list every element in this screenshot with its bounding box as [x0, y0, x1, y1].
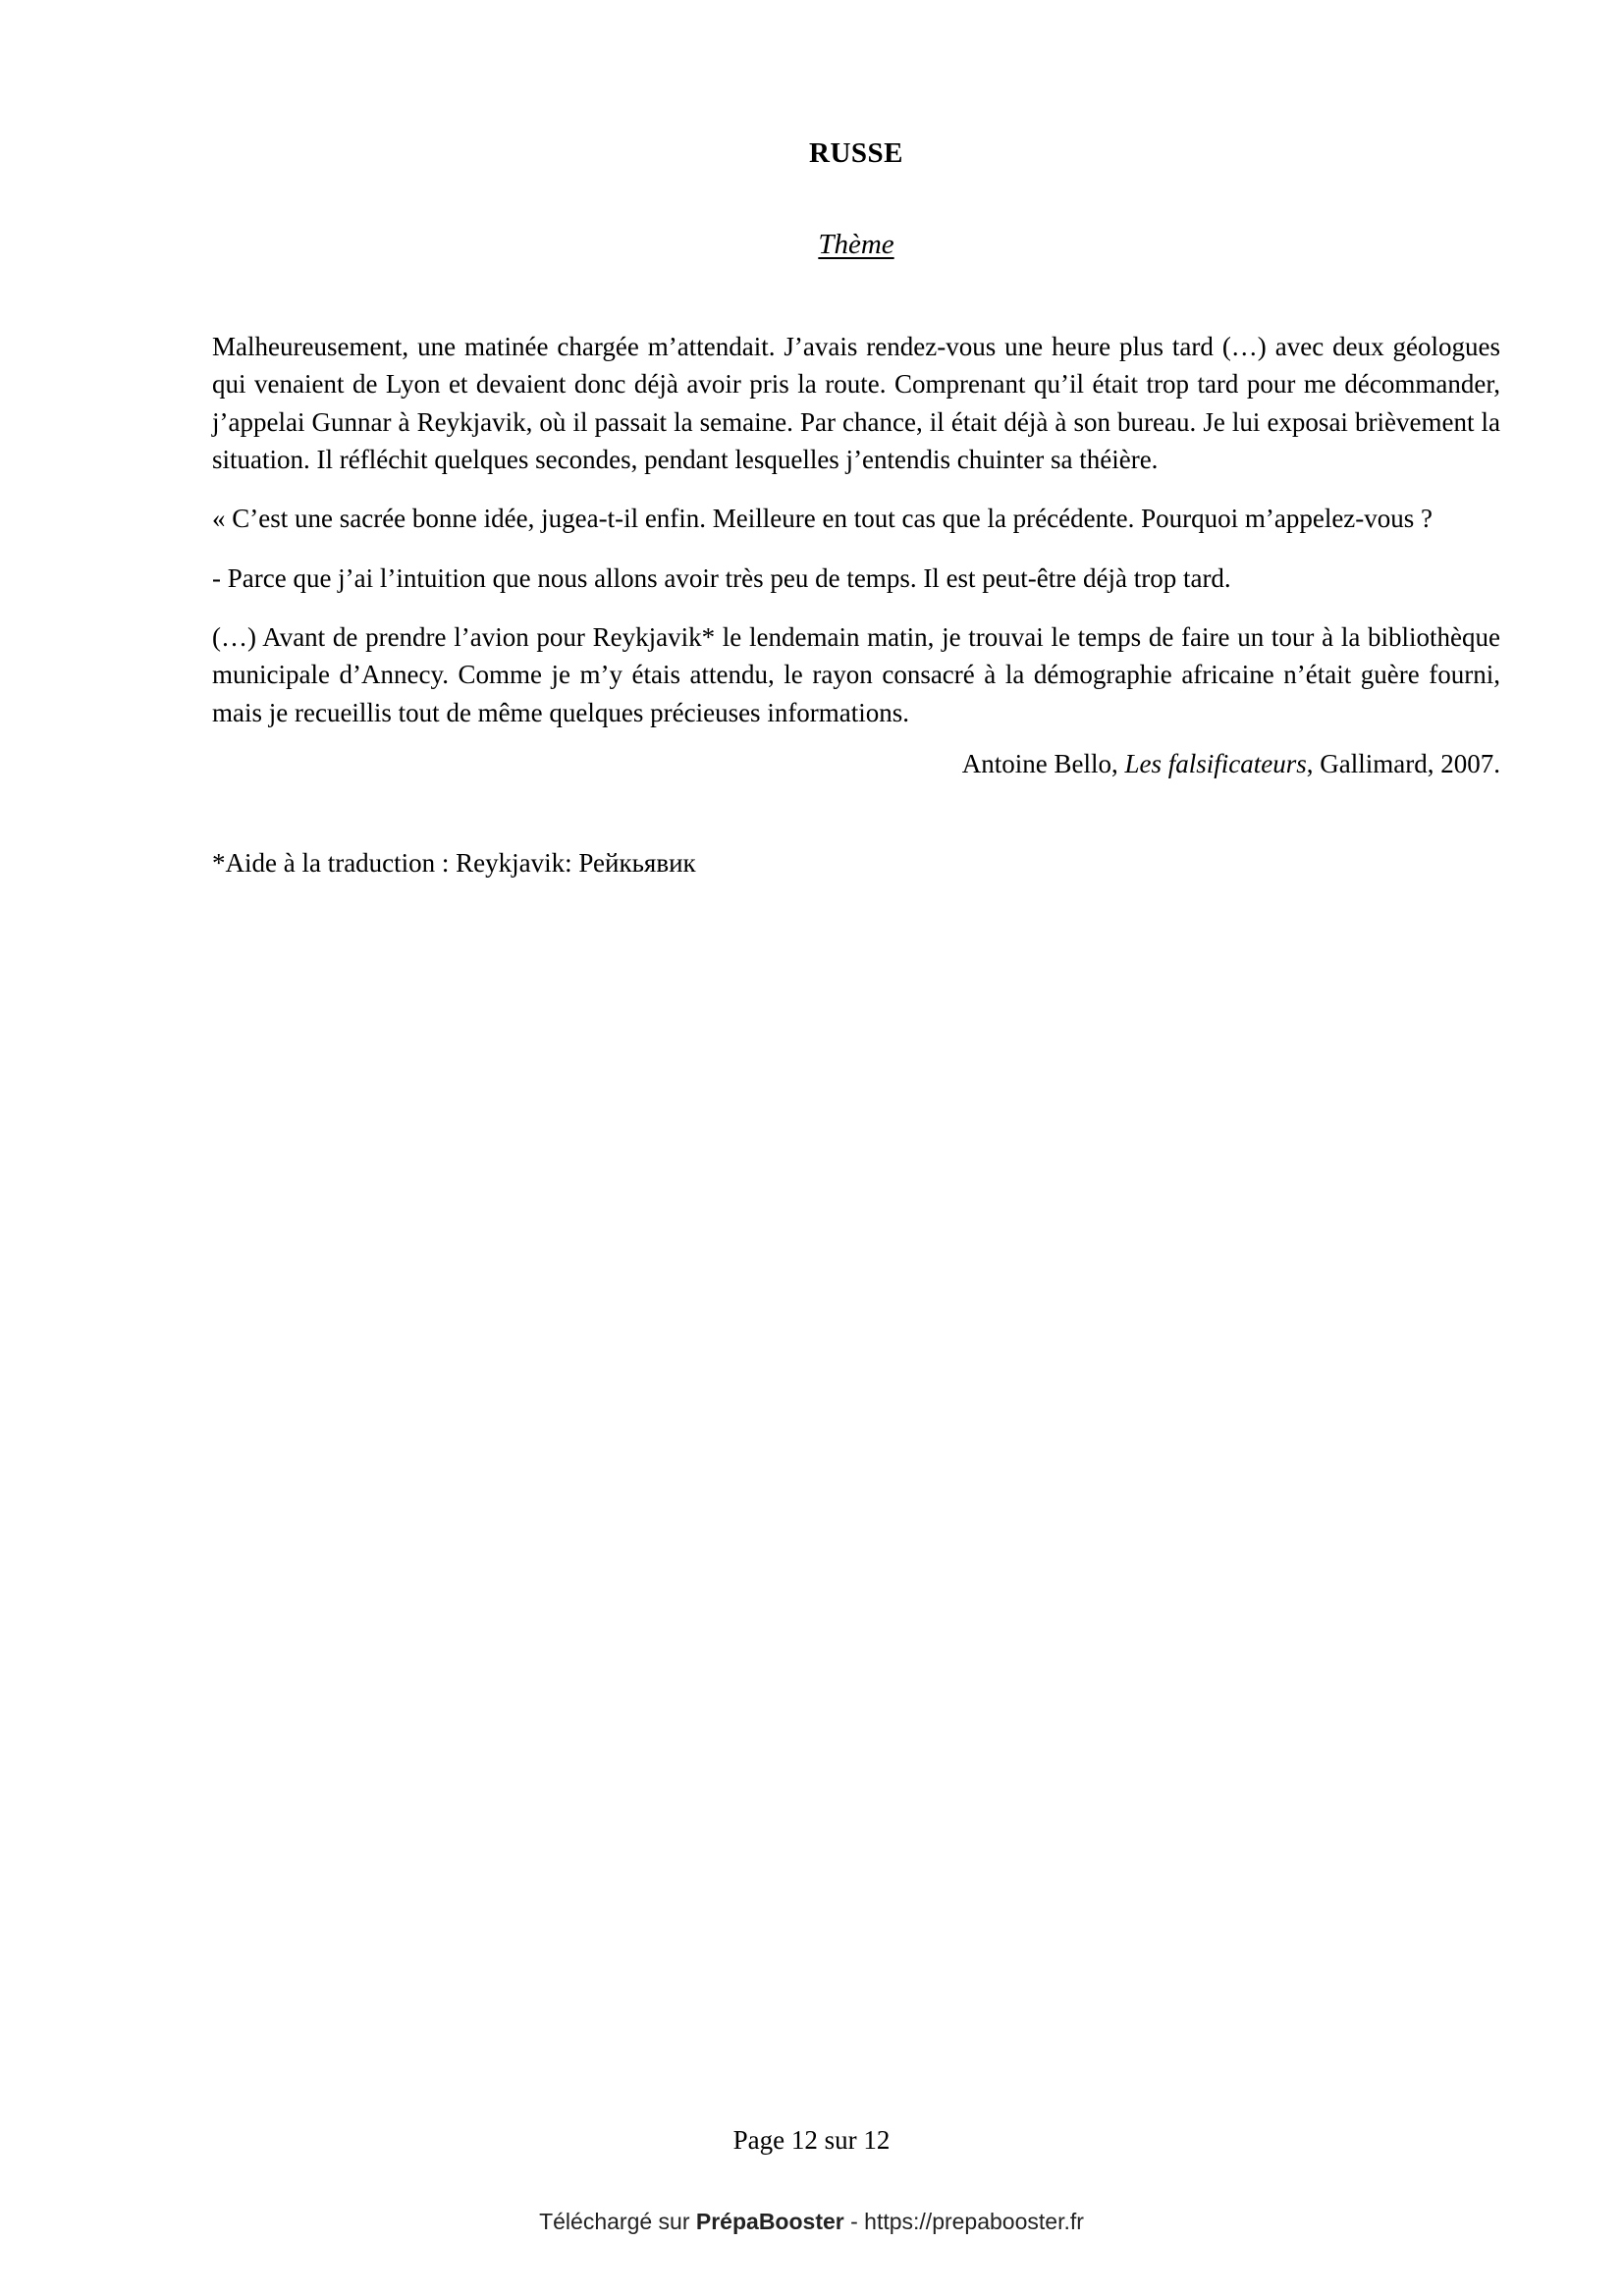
- page-title: RUSSE: [809, 137, 903, 169]
- paragraph: - Parce que j’ai l’intuition que nous allons avoir très peu de temps. Il est peut-être déjà trop tard.: [212, 562, 1231, 593]
- banner-prefix: Téléchargé sur: [539, 2209, 696, 2234]
- banner-brand: PrépaBooster: [695, 2209, 844, 2234]
- banner-url: - https://prepabooster.fr: [843, 2209, 1084, 2234]
- attribution-publisher: , Gallimard, 2007.: [1306, 748, 1500, 778]
- paragraph: (…) Avant de prendre l’avion pour Reykjavik* le lendemain matin, je trouvai le temps de faire un tour à la bibliothèque municipale d’Annecy. Comme je m’y étais attendu, le rayon consacré à la démographie africaine n’était guère fourni, mais je recueillis tout de même quelques précieuses informations.: [212, 621, 1500, 727]
- paragraph: Malheureusement, une matinée chargée m’attendait. J’avais rendez-vous une heure plus tard (…) avec deux géologues qui venaient de Lyon et devaient donc déjà avoir pris la route. Comprenant qu’il était trop tard pour me décommander, j’appelai Gunnar à Reykjavik, où il passait la semaine. Par chance, il était déjà à son bureau. Je lui exposai brièvement la situation. Il réfléchit quelques secondes, pendant lesquelles j’entendis chuinter sa théière.: [212, 332, 1500, 474]
- section-subtitle: Thème: [818, 229, 894, 260]
- body-text: [212, 328, 1500, 879]
- document-content: [212, 0, 1500, 879]
- attribution-author: Antoine Bello,: [961, 748, 1118, 778]
- paragraph: « C’est une sacrée bonne idée, jugea-t-il enfin. Meilleure en tout cas que la précédente. Pourquoi m’appelez-vous ?: [212, 504, 1434, 534]
- attribution-work: Les falsificateurs: [1117, 748, 1307, 778]
- source-attribution: [212, 749, 1500, 779]
- translation-note: *Aide à la traduction : Reykjavik: Рейкьявик: [212, 847, 696, 878]
- download-banner: [0, 2209, 1623, 2235]
- page-number: Page 12 sur 12: [732, 2125, 891, 2155]
